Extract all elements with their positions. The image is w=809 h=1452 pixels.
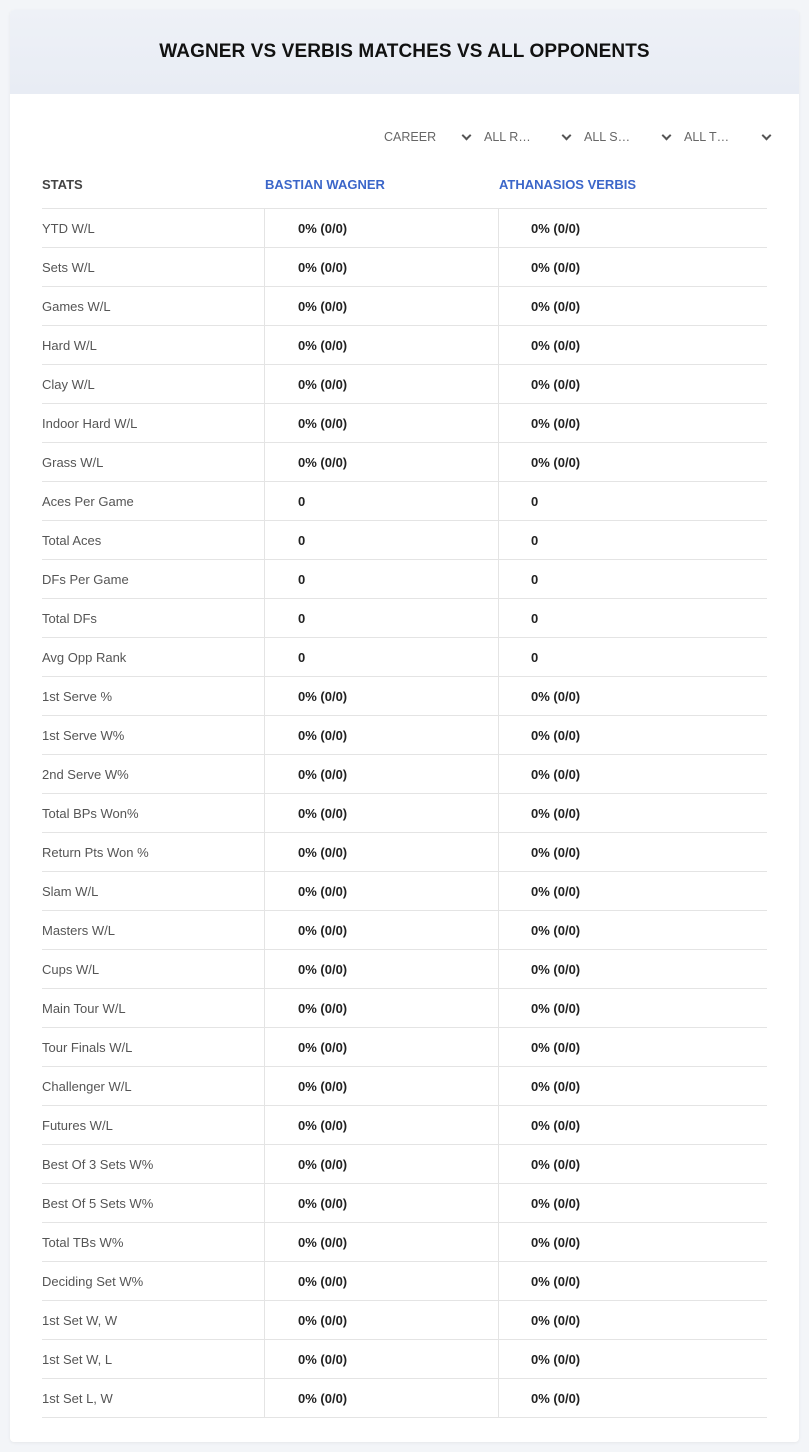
tournament-filter-select[interactable] [684,126,784,148]
player-1-value: 0% (0/0) [264,404,498,442]
table-row [42,599,767,638]
period-filter-select[interactable] [384,126,484,148]
player-1-value: 0 [264,521,498,559]
player-2-value: 0% (0/0) [498,911,767,949]
table-row [42,1067,767,1106]
player-1-value: 0% (0/0) [264,248,498,286]
stat-label: Tour Finals W/L [42,1039,133,1055]
table-row [42,911,767,950]
stat-label: Best Of 5 Sets W% [42,1195,154,1211]
player-2-value: 0% (0/0) [498,1145,767,1183]
tournament-filter-label: ALL T… [684,130,730,144]
player-1-value: 0% (0/0) [264,794,498,832]
stat-label: Total TBs W% [42,1234,124,1250]
stat-label: 1st Serve % [42,688,113,704]
player-2-value: 0% (0/0) [498,1223,767,1261]
player-1-value: 0% (0/0) [264,1262,498,1300]
table-row [42,1106,767,1145]
player-2-value: 0 [498,599,767,637]
stat-label: Hard W/L [42,337,97,353]
stat-label: 1st Set W, W [42,1312,118,1328]
player-2-value: 0 [498,482,767,520]
table-row [42,365,767,404]
chevron-down-icon [562,130,572,140]
player-1-value: 0% (0/0) [264,677,498,715]
player-1-value: 0% (0/0) [264,911,498,949]
table-row [42,521,767,560]
chevron-down-icon [662,130,672,140]
stat-label: DFs Per Game [42,571,129,587]
table-row [42,326,767,365]
stat-label: Total DFs [42,610,97,626]
table-row [42,443,767,482]
player-1-value: 0% (0/0) [264,755,498,793]
player-1-value: 0% (0/0) [264,209,498,247]
player-2-value: 0% (0/0) [498,404,767,442]
player-1-value: 0% (0/0) [264,365,498,403]
player-2-value: 0% (0/0) [498,326,767,364]
player-2-value: 0% (0/0) [498,989,767,1027]
player-2-value: 0 [498,521,767,559]
player-1-value: 0% (0/0) [264,443,498,481]
period-filter-label: CAREER [384,130,437,144]
chevron-down-icon [762,130,772,140]
player-1-value: 0% (0/0) [264,872,498,910]
table-row [42,677,767,716]
table-row [42,1340,767,1379]
player-1-value: 0% (0/0) [264,287,498,325]
stat-label: Cups W/L [42,961,100,977]
table-row [42,248,767,287]
table-row [42,404,767,443]
table-row [42,560,767,599]
player-1-value: 0% (0/0) [264,1301,498,1339]
round-filter-label: ALL R… [484,130,531,144]
stat-label: Return Pts Won % [42,844,149,860]
surface-filter-label: ALL S… [584,130,631,144]
table-row [42,1379,767,1418]
player-1-value: 0 [264,560,498,598]
table-row [42,989,767,1028]
player-1-value: 0% (0/0) [264,1223,498,1261]
table-row [42,1145,767,1184]
player-2-value: 0% (0/0) [498,1301,767,1339]
player-1-value: 0% (0/0) [264,1184,498,1222]
table-row [42,1028,767,1067]
table-row [42,287,767,326]
chevron-down-icon [462,130,472,140]
table-row [42,209,767,248]
round-filter-select[interactable] [484,126,584,148]
player-1-value: 0% (0/0) [264,1145,498,1183]
player-2-value: 0% (0/0) [498,677,767,715]
player-1-value: 0 [264,599,498,637]
stat-label: Challenger W/L [42,1078,132,1094]
player-1-value: 0 [264,638,498,676]
player-2-value: 0% (0/0) [498,1106,767,1144]
player-2-value: 0% (0/0) [498,287,767,325]
player-2-value: 0% (0/0) [498,833,767,871]
table-row [42,755,767,794]
stat-label: Futures W/L [42,1117,113,1133]
stat-label: Total Aces [42,532,102,548]
player-1-value: 0 [264,482,498,520]
stat-label: 1st Set L, W [42,1390,113,1406]
player-2-value: 0 [498,560,767,598]
table-body [42,209,767,1418]
player-1-value: 0% (0/0) [264,1028,498,1066]
page-title: WAGNER VS VERBIS MATCHES VS ALL OPPONENTS [159,41,650,62]
player-2-value: 0% (0/0) [498,794,767,832]
player-2-value: 0% (0/0) [498,1340,767,1378]
player-1-value: 0% (0/0) [264,1067,498,1105]
table-row [42,1301,767,1340]
player-1-value: 0% (0/0) [264,326,498,364]
stat-label: Grass W/L [42,454,104,470]
table-row [42,794,767,833]
player-2-value: 0% (0/0) [498,1028,767,1066]
player-2-value: 0 [498,638,767,676]
stat-label: Masters W/L [42,922,115,938]
stat-label: Sets W/L [42,259,95,275]
player-2-value: 0% (0/0) [498,716,767,754]
player-1-value: 0% (0/0) [264,1340,498,1378]
player-1-value: 0% (0/0) [264,833,498,871]
player-1-value: 0% (0/0) [264,716,498,754]
player-2-value: 0% (0/0) [498,1067,767,1105]
stat-label: Deciding Set W% [42,1273,144,1289]
table-row [42,1184,767,1223]
player-2-value: 0% (0/0) [498,209,767,247]
header-stats: STATS [42,176,83,192]
player-2-value: 0% (0/0) [498,248,767,286]
table-header [42,160,767,209]
table-row [42,716,767,755]
table-row [42,1262,767,1301]
stat-label: 1st Serve W% [42,727,125,743]
stat-label: YTD W/L [42,220,95,236]
table-row [42,833,767,872]
player-2-value: 0% (0/0) [498,365,767,403]
table-row [42,482,767,521]
player-1-value: 0% (0/0) [264,1106,498,1144]
player-1-value: 0% (0/0) [264,989,498,1027]
filter-bar [384,126,784,148]
player-2-value: 0% (0/0) [498,950,767,988]
table-row [42,950,767,989]
stat-label: Slam W/L [42,883,99,899]
stat-label: Clay W/L [42,376,95,392]
player-2-value: 0% (0/0) [498,755,767,793]
stat-label: Total BPs Won% [42,805,139,821]
player-2-value: 0% (0/0) [498,872,767,910]
stat-label: Best Of 3 Sets W% [42,1156,154,1172]
stat-label: 2nd Serve W% [42,766,129,782]
card-header [10,10,799,94]
stats-card [10,10,799,1442]
header-player-1-link[interactable]: BASTIAN WAGNER [265,176,385,192]
stat-label: Main Tour W/L [42,1000,126,1016]
stat-label: 1st Set W, L [42,1351,113,1367]
stat-label: Games W/L [42,298,111,314]
player-2-value: 0% (0/0) [498,443,767,481]
player-2-value: 0% (0/0) [498,1379,767,1417]
stat-label: Aces Per Game [42,493,134,509]
stat-label: Avg Opp Rank [42,649,127,665]
player-2-value: 0% (0/0) [498,1184,767,1222]
table-row [42,638,767,677]
stat-label: Indoor Hard W/L [42,415,138,431]
header-player-2-link[interactable]: ATHANASIOS VERBIS [499,176,636,192]
stats-table [42,160,767,1418]
table-row [42,872,767,911]
surface-filter-select[interactable] [584,126,684,148]
player-1-value: 0% (0/0) [264,1379,498,1417]
table-row [42,1223,767,1262]
player-2-value: 0% (0/0) [498,1262,767,1300]
player-1-value: 0% (0/0) [264,950,498,988]
